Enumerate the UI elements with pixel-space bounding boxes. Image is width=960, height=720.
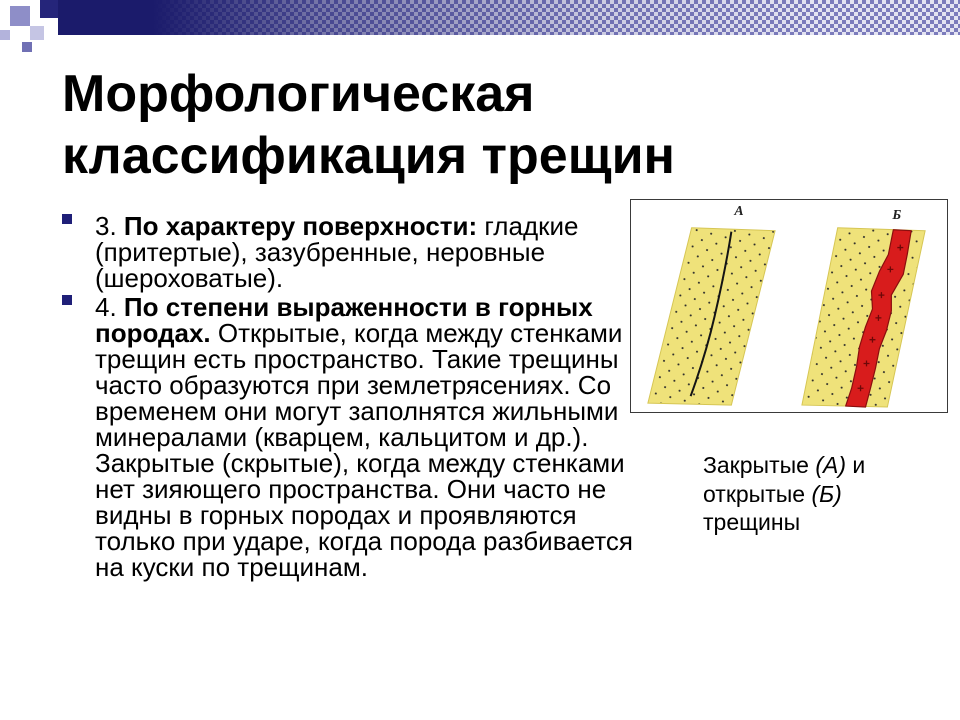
text-line: [95, 424, 633, 450]
caption-line: [703, 451, 865, 480]
text-line: [95, 476, 633, 502]
header-banner: [58, 0, 960, 35]
item-text: трещин есть пространство. Такие трещины: [95, 344, 619, 374]
caption-label-a: (А): [815, 452, 846, 478]
text-line: [95, 502, 633, 528]
text-line: [95, 398, 633, 424]
item-text: минералами (кварцем, кальцитом и др.).: [95, 422, 589, 452]
label-b: Б: [892, 207, 902, 223]
item-text: (шероховатые).: [95, 263, 284, 293]
text-line: [95, 450, 633, 476]
label-a: А: [734, 203, 744, 219]
caption-line: [703, 480, 865, 509]
text-line: [95, 346, 633, 372]
bullet-square-icon: [62, 295, 72, 305]
item-text: временем они могут заполнятся жильными: [95, 396, 619, 426]
caption-label-b: (Б): [811, 480, 842, 507]
item-heading: По характеру поверхности:: [123, 211, 478, 241]
caption-text: Закрытые: [703, 452, 816, 478]
item-text: только при ударе, когда порода разбивается: [95, 526, 633, 556]
item-text: видны в горных породах и проявляются: [95, 500, 577, 530]
corner-decor-square: [22, 42, 32, 52]
text-line: [95, 320, 633, 346]
item-number: 3.: [95, 211, 124, 241]
text-line: [95, 239, 578, 265]
item-text: нет зияющего пространства. Они часто не: [95, 474, 607, 504]
item-text: часто образуются при землетрясениях. Со: [95, 370, 612, 400]
text-line: [95, 265, 578, 291]
slide-title: Морфологическая классификация трещин: [62, 65, 675, 185]
text-line: [95, 213, 578, 239]
bullet-item-surface: [95, 213, 578, 291]
corner-decor-square: [0, 30, 10, 40]
item-text: гладкие: [477, 211, 579, 241]
corner-decor-square: [10, 6, 30, 26]
text-line: [95, 372, 633, 398]
caption-line: [703, 508, 865, 537]
figure-caption: [703, 451, 865, 537]
item-text: Открытые, когда между стенками: [210, 318, 623, 348]
item-heading: породах.: [95, 318, 211, 348]
item-text: (притертые), зазубренные, неровные: [95, 237, 546, 267]
caption-text: трещины: [703, 509, 801, 535]
text-line: [95, 294, 633, 320]
fracture-drawing: [631, 200, 947, 412]
corner-decor-square: [40, 0, 58, 18]
text-line: [95, 528, 633, 554]
item-text: на куски по трещинам.: [95, 552, 368, 582]
item-number: 4.: [95, 292, 124, 322]
rock-band-a: [648, 228, 775, 405]
bullet-item-openness: [95, 294, 633, 580]
text-line: [95, 554, 633, 580]
fracture-illustration: [630, 199, 948, 413]
item-text: Закрытые (скрытые), когда между стенками: [95, 448, 625, 478]
corner-decor-square: [30, 26, 44, 40]
bullet-square-icon: [62, 214, 72, 224]
caption-text: открытые: [703, 480, 812, 507]
item-heading: По степени выраженности в горных: [123, 292, 593, 322]
caption-text: и: [846, 452, 866, 478]
